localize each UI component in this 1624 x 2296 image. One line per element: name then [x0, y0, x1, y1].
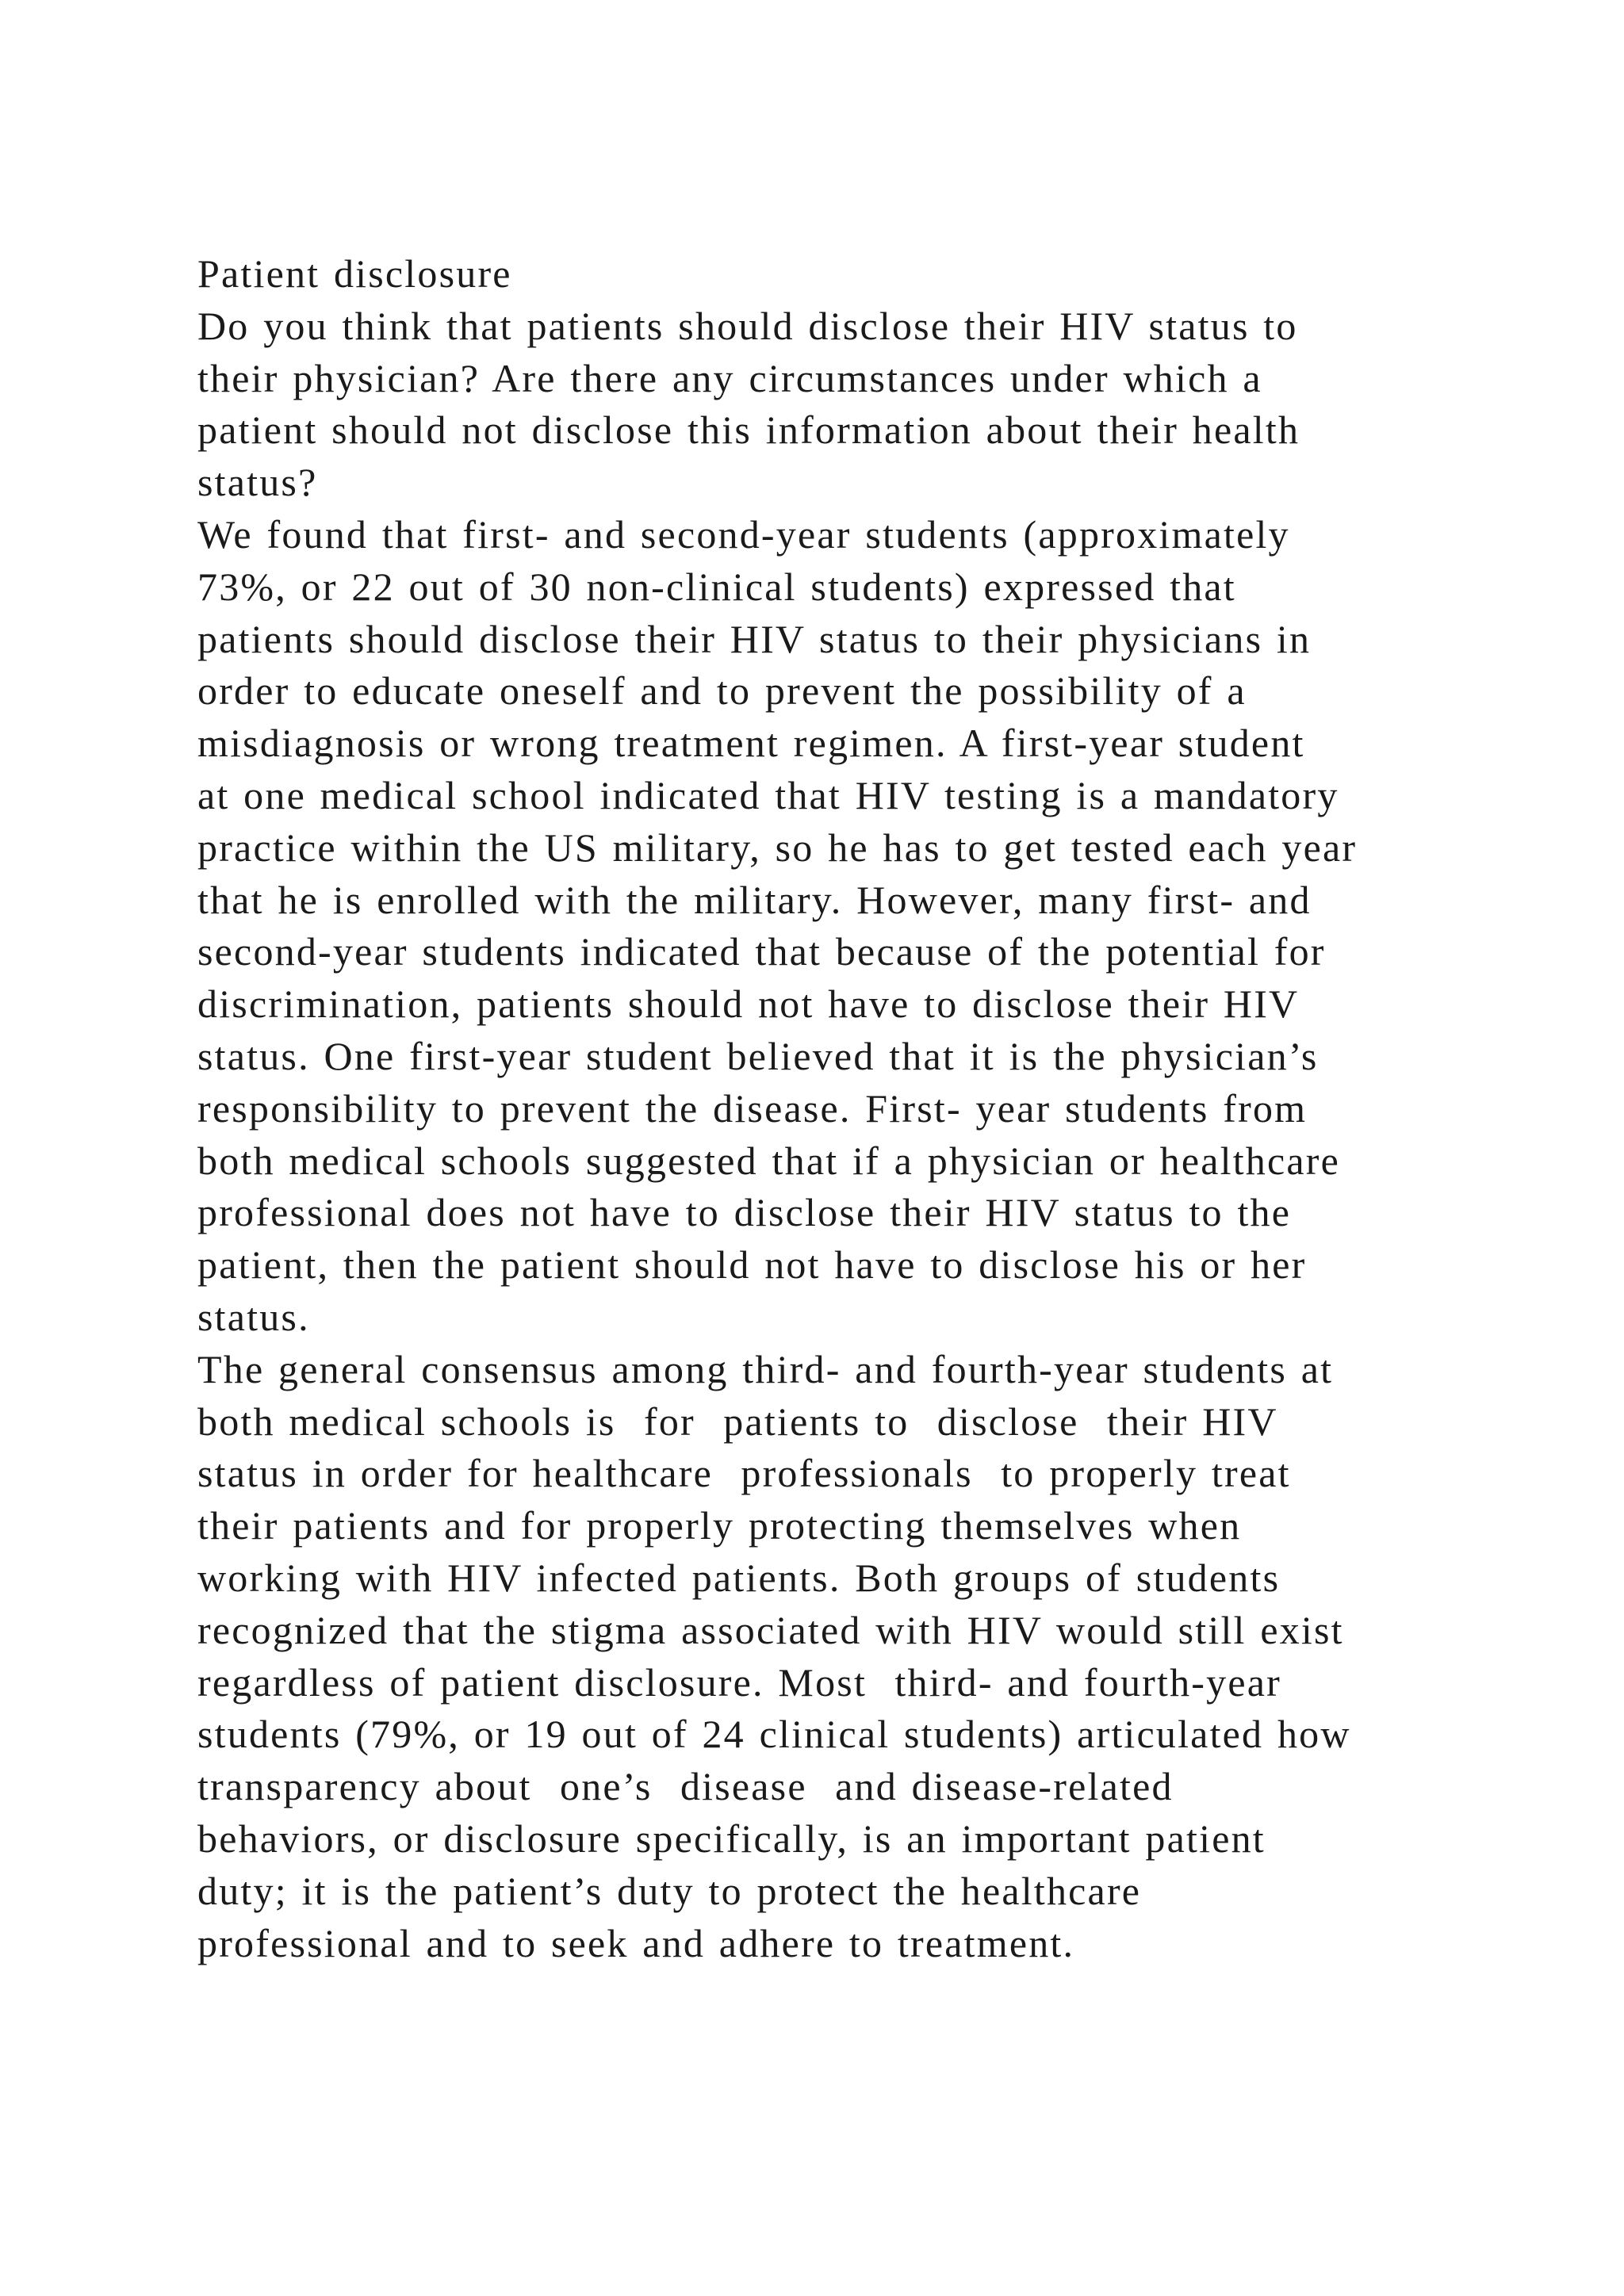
paragraph-line: both medical schools suggested that if a physician or healthcare: [197, 1138, 1341, 1183]
paragraph-line: responsibility to prevent the disease. First- year students from: [197, 1085, 1308, 1131]
paragraph-line: recognized that the stigma associated with HIV would still exist: [197, 1607, 1344, 1652]
question-line: their physician? Are there any circumstances under which a: [197, 355, 1262, 400]
paragraph-line: patient, then the patient should not have to disclose his or her: [197, 1242, 1307, 1288]
paragraph-line: duty; it is the patient’s duty to protect the healthcare: [197, 1868, 1142, 1913]
paragraph-line: both medical schools is for patients to disclose their HIV: [197, 1399, 1278, 1444]
paragraph-line: patients should disclose their HIV status to their physicians in: [197, 616, 1312, 661]
paragraph-line: status in order for healthcare professionals to properly treat: [197, 1451, 1291, 1496]
paragraph-line: discrimination, patients should not have to disclose their HIV: [197, 982, 1300, 1027]
document-title: Patient disclosure: [197, 251, 512, 296]
paragraph-line: practice within the US military, so he has to get tested each year: [197, 825, 1358, 870]
paragraph-line: their patients and for properly protecting themselves when: [197, 1503, 1242, 1548]
paragraph-line: working with HIV infected patients. Both groups of students: [197, 1555, 1281, 1600]
paragraph-line: behaviors, or disclosure specifically, is an important patient: [197, 1816, 1266, 1861]
paragraph-line: The general consensus among third- and fourth-year students at: [197, 1346, 1334, 1391]
paragraph-line: second-year students indicated that because of the potential for: [197, 929, 1326, 974]
paragraph-line: 73%, or 22 out of 30 non-clinical students) expressed that: [197, 564, 1236, 609]
paragraph-line: transparency about one’s disease and disease-related: [197, 1764, 1174, 1809]
paragraph-line: order to educate oneself and to prevent the possibility of a: [197, 668, 1247, 714]
paragraph-line: professional does not have to disclose their HIV status to the: [197, 1190, 1292, 1235]
document-body: [197, 248, 1545, 1969]
paragraph-clinical-students: [197, 1344, 1545, 1970]
question-line: patient should not disclose this information about their health: [197, 408, 1300, 453]
paragraph-line: status.: [197, 1294, 310, 1339]
question-line: status?: [197, 460, 318, 505]
paragraph-line: at one medical school indicated that HIV testing is a mandatory: [197, 772, 1339, 817]
paragraph-line: students (79%, or 19 out of 24 clinical students) articulated how: [197, 1712, 1351, 1757]
paragraph-line: We found that first- and second-year students (approximately: [197, 511, 1290, 557]
paragraph-non-clinical-students: [197, 509, 1545, 1344]
paragraph-line: status. One first-year student believed that it is the physician’s: [197, 1033, 1319, 1078]
paragraph-line: misdiagnosis or wrong treatment regimen. A first-year student: [197, 721, 1305, 766]
paragraph-line: regardless of patient disclosure. Most third- and fourth-year: [197, 1659, 1281, 1705]
paragraph-line: that he is enrolled with the military. However, many first- and: [197, 877, 1312, 922]
paragraph-line: professional and to seek and adhere to treatment.: [197, 1920, 1075, 1965]
question-block: [197, 300, 1545, 509]
question-line: Do you think that patients should disclose their HIV status to: [197, 303, 1298, 348]
